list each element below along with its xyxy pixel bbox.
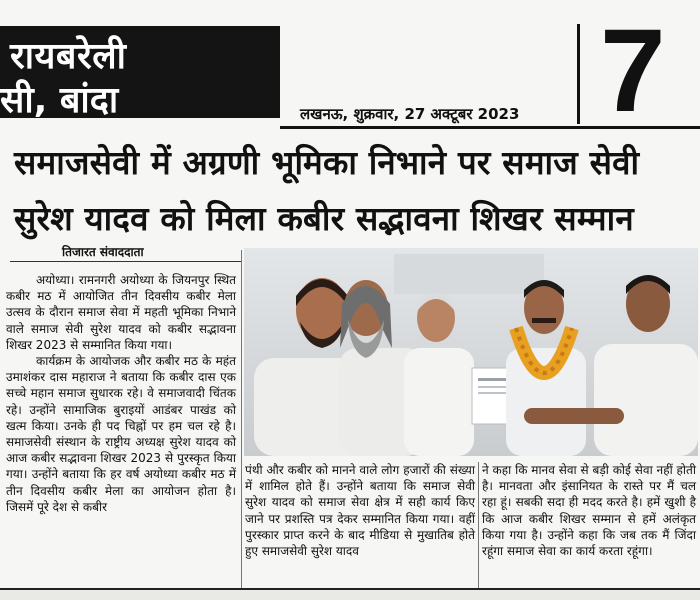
article-column-1 bbox=[6, 272, 236, 515]
next-article-strip bbox=[0, 590, 700, 600]
article-paragraph: ने कहा कि मानव सेवा से बड़ी कोई सेवा नहीं होती है। मानवता और इंसानियत के रास्ते पर मैं चल रहा हूं। सबकी सदा ही मदद करते है। हमें खुशी है कि आज कबीर शिखर सम्मान से हमें अलंकृत किया गया है। उन्होंने कहा कि जब तक मैं जिंदा रहूंगा समाज सेवा का कार्य करता रहूंगा। bbox=[482, 463, 696, 559]
article-paragraph: पंथी और कबीर को मानने वाले लोग हजारों की संख्या में शामिल होते हैं। उन्होंने बताया कि समाज सेवी सुरेश यादव को समाज सेवा क्षेत्र में सही कार्य किए जाने पर प्रशस्ति पत्र देकर सम्मानित किया गया। वहीं पुरस्कार प्राप्त करने के बाद मीडिया से मुखातिब होते हुए समाजसेवी सुरेश यादव bbox=[245, 463, 475, 559]
headline-line2: सुरेश यादव को मिला कबीर सद्भावना शिखर सम्मान bbox=[14, 199, 634, 238]
page-number: 7 bbox=[600, 5, 666, 137]
byline: तिजारत संवाददाता bbox=[62, 245, 144, 259]
masthead-line1: रायबरेली bbox=[10, 36, 127, 77]
column-divider bbox=[478, 462, 479, 590]
masthead-line2: सी, बांदा bbox=[0, 80, 119, 121]
headline-line1: समाजसेवी में अग्रणी भूमिका निभाने पर समाज सेवी bbox=[14, 143, 640, 182]
article-paragraph: कार्यक्रम के आयोजक और कबीर मठ के महंत उमाशंकर दास महाराज ने बताया कि कबीर दास एक सच्चे महान समाज सुधारक रहे। वे समाजवादी चिंतक रहे। उन्होंने सामाजिक बुराइयों आडंबर पाखंड को खत्म किया। उनके ही पद चिह्नों पर हम चल रहे है। समाजसेवी संस्थान के राष्ट्रीय अध्यक्ष सुरेश यादव को आज कबीर सद्भावना शिखर 2023 से पुरस्कृत किया गया। उन्होंने बताया कि हर वर्ष अयोध्या कबीर मठ में तीन दिवसीय कबीर मेला का आयोजन होता है। जिसमें पूरे देश से कबीर bbox=[6, 354, 236, 514]
masthead-banner bbox=[0, 26, 280, 121]
article-paragraph: अयोध्या। रामनगरी अयोध्या के जियनपुर स्थित कबीर मठ में आयोजित तीन दिवसीय कबीर मेला उत्सव के दौरान समाज सेवा में महती भूमिका निभाने वाले समाज सेवी सुरेश यादव को कबीर सद्भावना शिखर 2023 से सम्मानित किया गया। bbox=[6, 273, 236, 352]
column-divider bbox=[241, 250, 242, 590]
award-ceremony-photo bbox=[244, 248, 698, 456]
article-column-2 bbox=[245, 462, 475, 559]
header-divider bbox=[577, 24, 580, 124]
dateline: लखनऊ, शुक्रवार, 27 अक्टूबर 2023 bbox=[300, 105, 520, 123]
byline-rule bbox=[10, 261, 242, 262]
article-column-3 bbox=[482, 462, 696, 559]
photo-illustration bbox=[244, 248, 698, 456]
